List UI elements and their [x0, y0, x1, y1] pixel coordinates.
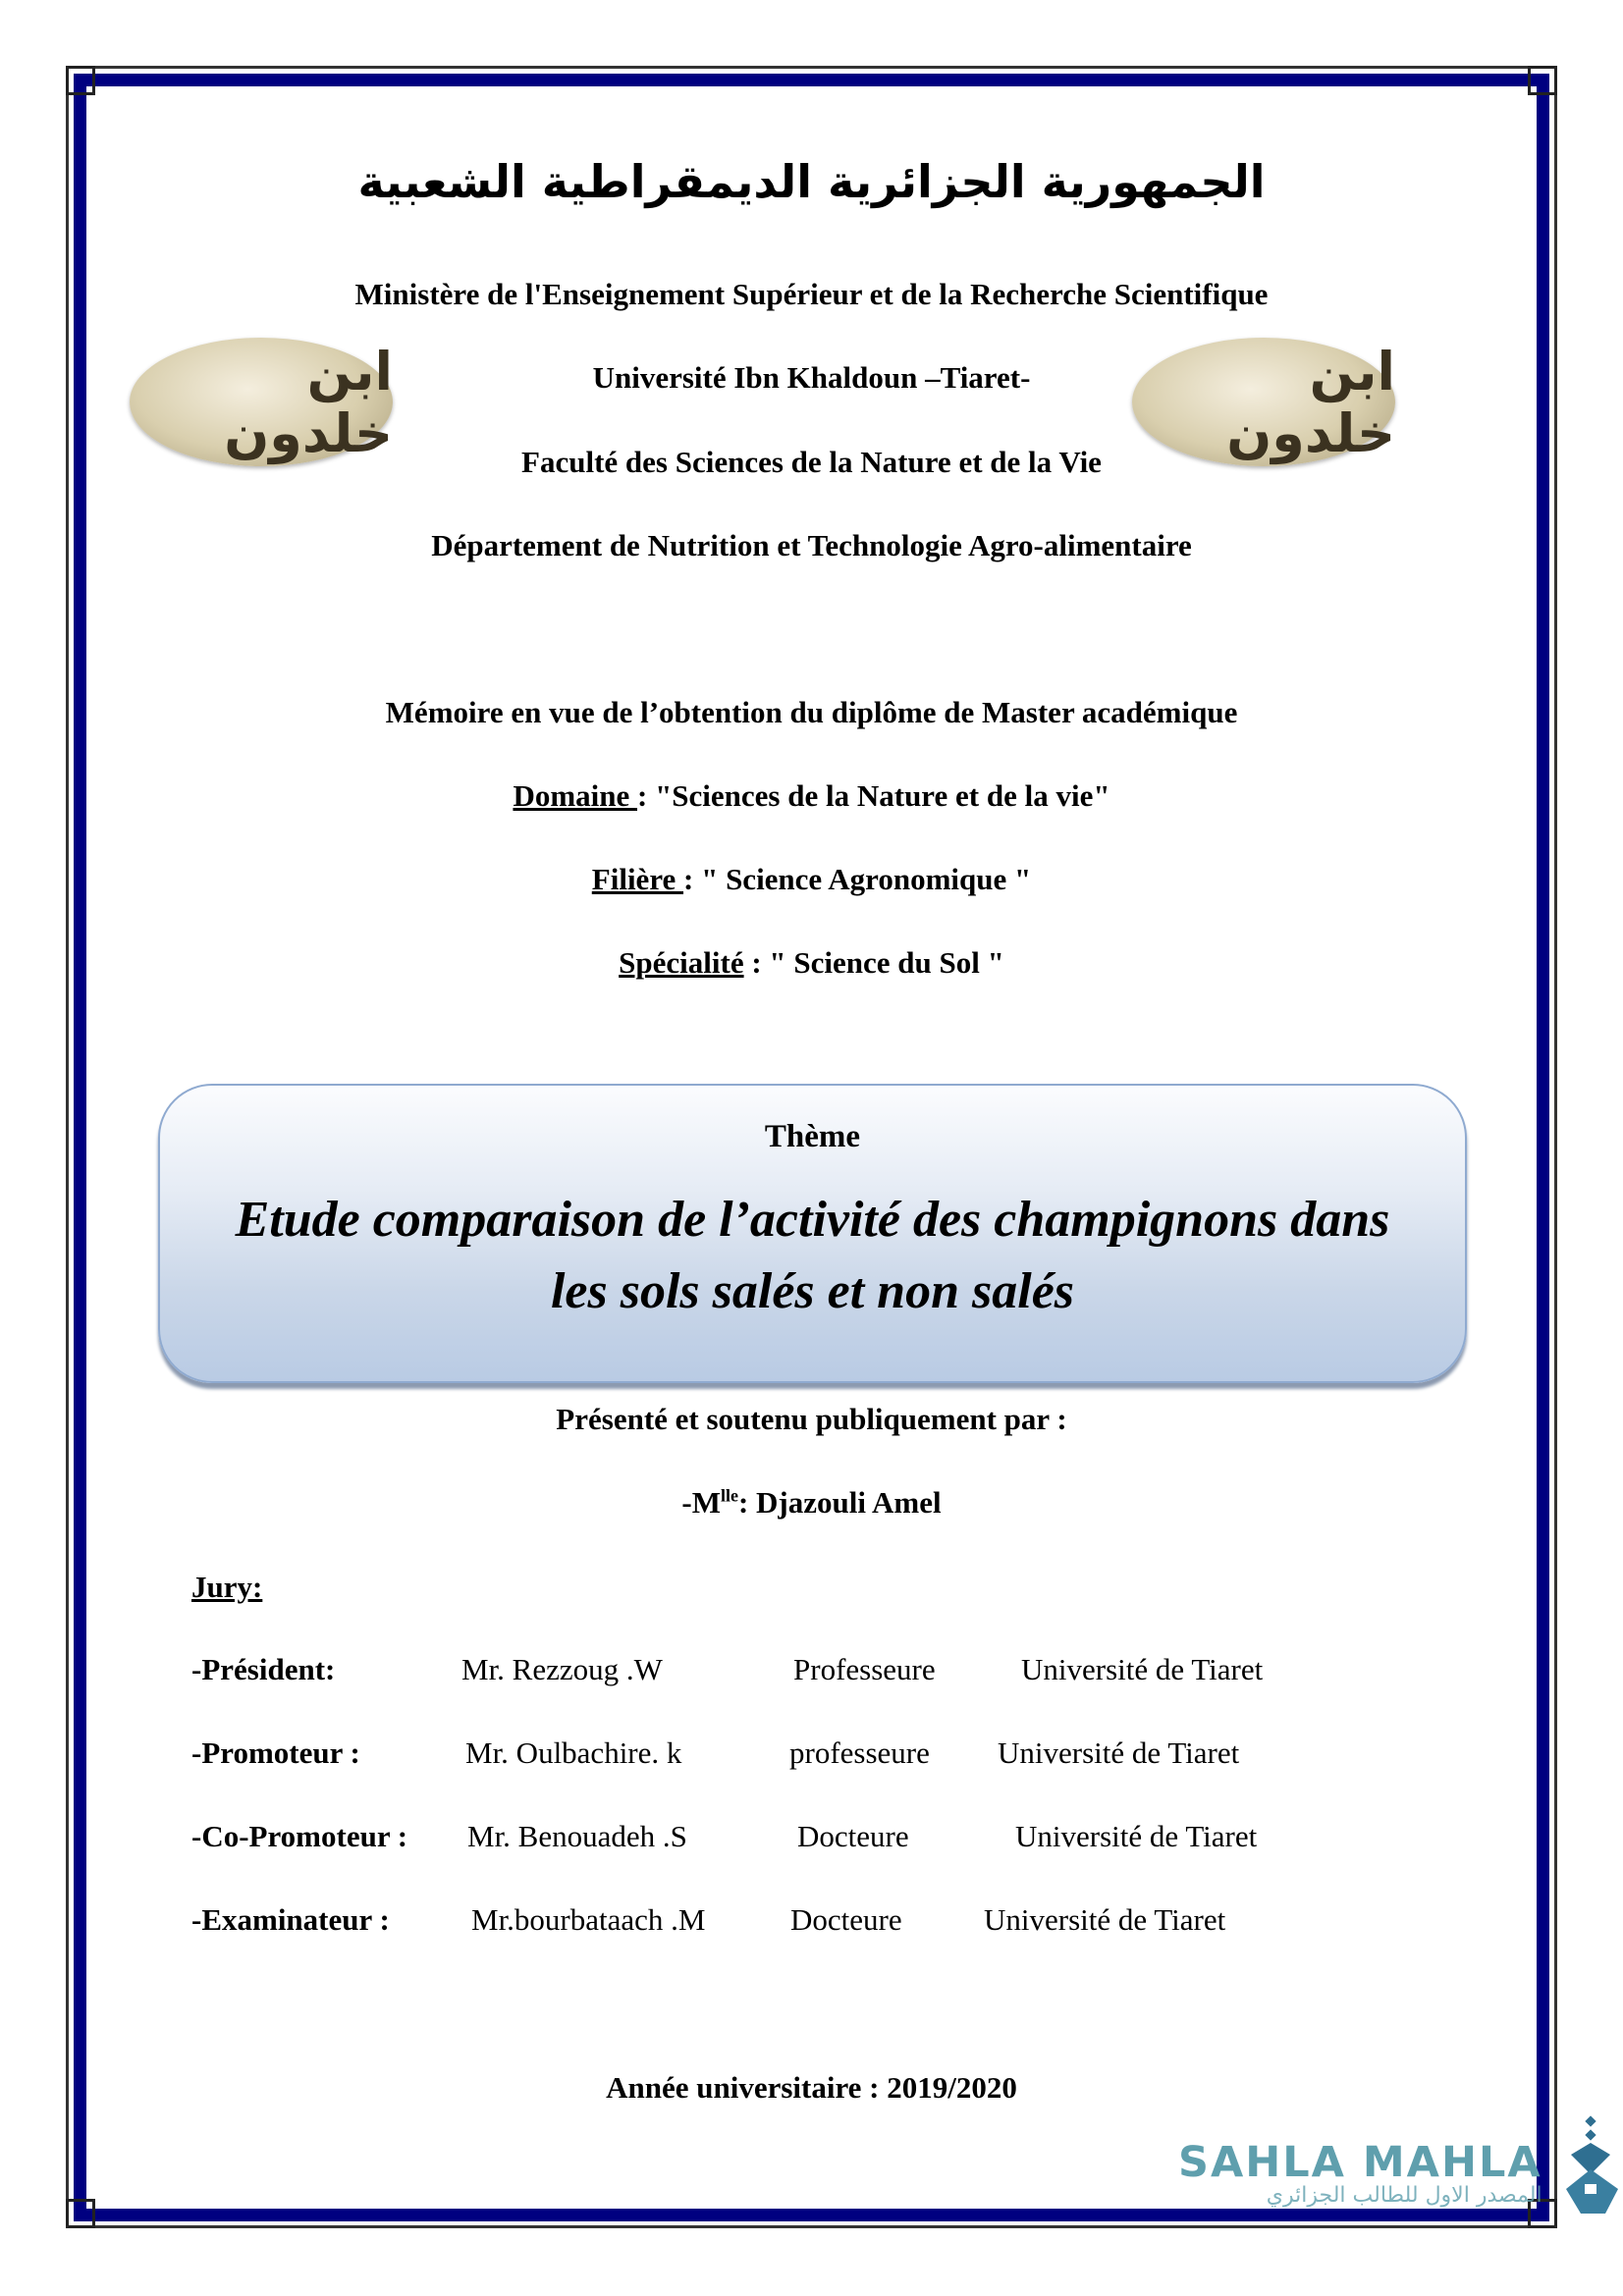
filiere-label: Filière [591, 862, 684, 896]
specialite-value: : " Science du Sol " [743, 945, 1004, 980]
jury-row [0, 1819, 1623, 1858]
theme-title [170, 1184, 1455, 1327]
student-prefix: -M [681, 1485, 721, 1520]
jury-name: Mr.bourbataach .M [471, 1902, 706, 1937]
department: Département de Nutrition et Technologie Agro-alimentaire [431, 528, 1192, 562]
student-name-text: : Djazouli Amel [737, 1485, 942, 1520]
jury-role: -Examinateur : [191, 1902, 390, 1937]
jury-name: Mr. Benouadeh .S [467, 1819, 687, 1853]
logo-text: ابن خلدون [1226, 340, 1395, 464]
jury-title: professeure [789, 1735, 930, 1770]
student-title-sup: lle [720, 1485, 738, 1506]
jury-row [0, 1902, 1623, 1942]
jury-role: -Président: [191, 1652, 336, 1686]
jury-title: Docteure [790, 1902, 902, 1937]
jury-name: Mr. Oulbachire. k [465, 1735, 682, 1770]
watermark-title: SAHLA MAHLA [1178, 2138, 1542, 2187]
domaine [0, 778, 1623, 814]
jury-institution: Université de Tiaret [1015, 1819, 1258, 1853]
jury-title: Professeure [793, 1652, 936, 1686]
watermark-logo-icon [1561, 2115, 1620, 2223]
domaine-value: : "Sciences de la Nature et de la vie" [637, 778, 1110, 813]
academic-year: Année universitaire : 2019/2020 [606, 2070, 1017, 2105]
jury-institution: Université de Tiaret [998, 1735, 1240, 1770]
theme-label: Thème [764, 1119, 861, 1154]
watermark-subtitle: المصدر الاول للطالب الجزائري [1266, 2183, 1542, 2208]
border-corner [1528, 66, 1557, 95]
border-corner [66, 66, 95, 95]
logo-text: ابن خلدون [224, 340, 393, 464]
jury-role: -Co-Promoteur : [191, 1819, 408, 1853]
presented-by: Présenté et soutenu publiquement par : [556, 1402, 1067, 1436]
jury-institution: Université de Tiaret [1021, 1652, 1264, 1686]
theme-box [158, 1084, 1467, 1383]
jury-title: Docteure [797, 1819, 909, 1853]
university-logo-right [1132, 338, 1395, 466]
filiere-value: : " Science Agronomique " [683, 862, 1032, 896]
jury-row [0, 1735, 1623, 1775]
theme-title-line2: les sols salés et non salés [550, 1263, 1075, 1319]
arabic-title: الجمهورية الجزائرية الديمقراطية الشعبية [357, 155, 1266, 208]
specialite-label: Spécialité [619, 945, 744, 980]
jury-row [0, 1652, 1623, 1691]
jury-role: -Promoteur : [191, 1735, 360, 1770]
jury-heading: Jury: [191, 1570, 263, 1604]
student-name [0, 1485, 1623, 1521]
filiere [0, 862, 1623, 897]
faculty: Faculté des Sciences de la Nature et de la Vie [521, 445, 1102, 479]
domaine-label: Domaine [513, 778, 638, 813]
specialite [0, 945, 1623, 981]
university: Université Ibn Khaldoun –Tiaret- [592, 360, 1031, 395]
watermark [1178, 2138, 1542, 2208]
university-logo-left [130, 338, 393, 466]
border-corner [66, 2199, 95, 2228]
jury-institution: Université de Tiaret [984, 1902, 1226, 1937]
ministry: Ministère de l'Enseignement Supérieur et de la Recherche Scientifique [354, 277, 1269, 311]
theme-title-line1: Etude comparaison de l’activité des champignons dans [235, 1192, 1390, 1248]
jury-name: Mr. Rezzoug .W [461, 1652, 663, 1686]
memoire-purpose: Mémoire en vue de l’obtention du diplôme de Master académique [385, 695, 1238, 729]
